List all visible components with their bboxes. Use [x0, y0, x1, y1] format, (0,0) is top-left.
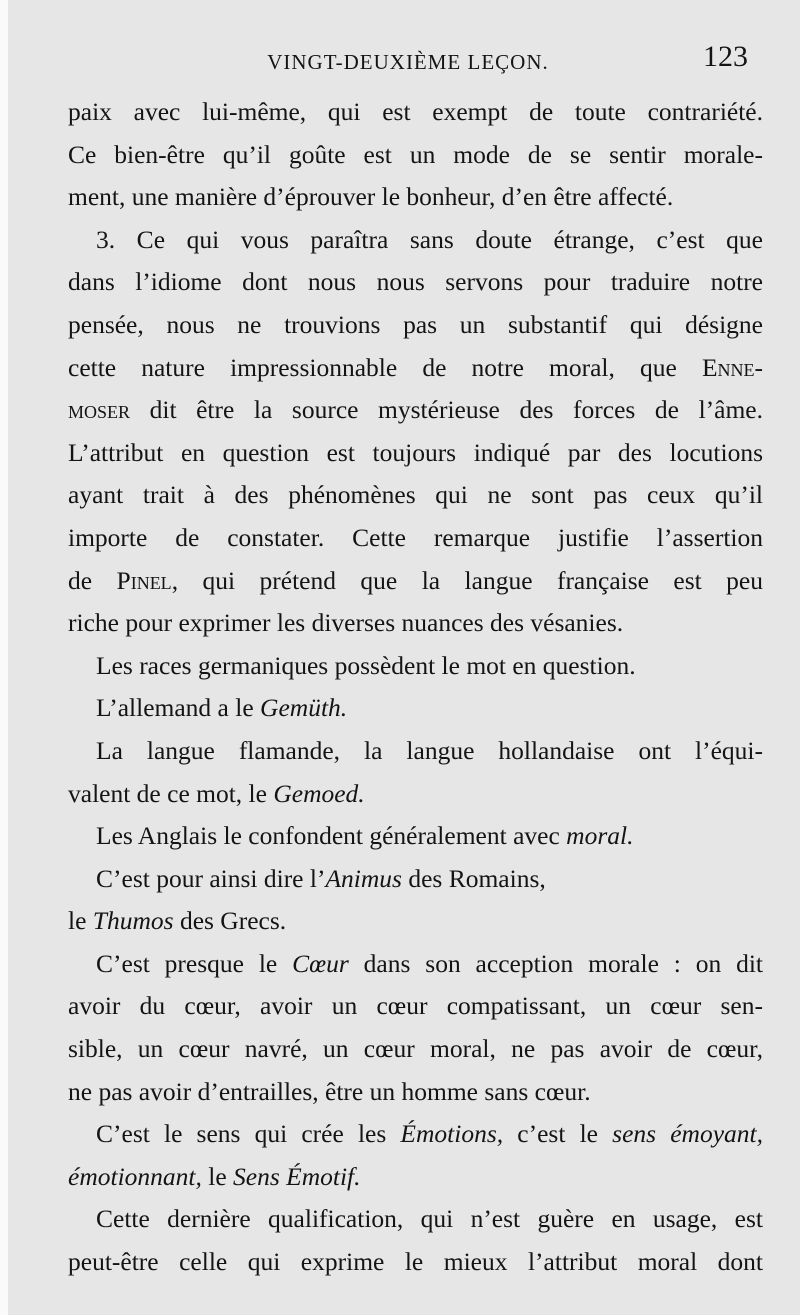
- italic-term: Sens Émotif.: [233, 1161, 361, 1191]
- text-line: [68, 1198, 763, 1241]
- text-line: [68, 602, 763, 645]
- text-line: [68, 687, 763, 730]
- text-segment: ayant trait à des phénomènes qui ne sont pas ceux qu’il: [68, 480, 763, 510]
- text-line: [68, 815, 763, 858]
- text-segment: le: [201, 1161, 234, 1191]
- text-line: [68, 517, 763, 560]
- text-line: [68, 900, 763, 943]
- page-number: 123: [703, 40, 748, 73]
- text-segment: , qui prétend que la langue française est peu: [171, 565, 763, 595]
- text-line: [68, 985, 763, 1028]
- text-segment: Ce bien-être qu’il goûte est un mode de se sentir morale-: [68, 139, 763, 169]
- author-name: Enne-: [701, 352, 763, 382]
- text-segment: dit être la source mystérieuse des forces de l’âme.: [130, 395, 763, 425]
- text-segment: c’est le: [503, 1119, 613, 1149]
- text-line: [68, 773, 763, 816]
- text-segment: Les Anglais le confondent généralement avec: [96, 821, 567, 851]
- text-segment: valent de ce mot, le: [68, 778, 274, 808]
- text-segment: avoir du cœur, avoir un cœur compatissant, un cœur sen-: [68, 991, 763, 1021]
- text-line: [68, 730, 763, 773]
- text-line: [68, 645, 763, 688]
- text-line: [68, 1241, 763, 1284]
- text-segment: cette nature impressionnable de notre moral, que: [68, 352, 702, 382]
- text-segment: La langue flamande, la langue hollandaise ont l’équi-: [96, 735, 763, 765]
- text-segment: le: [68, 906, 93, 936]
- italic-term: émotionnant,: [68, 1161, 202, 1191]
- italic-term: moral.: [566, 821, 634, 851]
- text-segment: de: [68, 565, 117, 595]
- text-segment: peut-être celle qui exprime le mieux l’attribut moral dont: [68, 1247, 763, 1277]
- text-segment: sible, un cœur navré, un cœur moral, ne pas avoir de cœur,: [68, 1034, 763, 1064]
- page-header: [68, 40, 748, 84]
- text-line: [68, 389, 763, 432]
- text-line: [68, 1028, 763, 1071]
- text-segment: L’allemand a le: [96, 693, 261, 723]
- text-line: [68, 474, 763, 517]
- text-segment: C’est presque le: [96, 948, 293, 978]
- text-line: [68, 1156, 763, 1199]
- text-segment: dans l’idiome dont nous nous servons pour traduire notre: [68, 267, 763, 297]
- italic-term: Cœur: [292, 948, 349, 978]
- text-line: [68, 1071, 763, 1114]
- italic-term: Thumos: [92, 906, 174, 936]
- text-segment: Cette dernière qualification, qui n’est guère en usage, est: [96, 1204, 763, 1234]
- text-line: [68, 91, 763, 134]
- text-segment: 3. Ce qui vous paraîtra sans doute étrange, c’est que: [96, 224, 763, 254]
- italic-term: Animus: [325, 863, 402, 893]
- author-name: Pinel: [116, 565, 172, 595]
- text-segment: L’attribut en question est toujours indiqué par des locutions: [68, 437, 763, 467]
- text-segment: paix avec lui-même, qui est exempt de toute contrariété.: [68, 97, 763, 126]
- text-line: [68, 304, 763, 347]
- text-segment: des Grecs.: [173, 906, 287, 936]
- text-segment: C’est le sens qui crée les: [96, 1119, 401, 1149]
- italic-term: Émotions,: [400, 1119, 504, 1149]
- body-text: [68, 91, 763, 1284]
- italic-term: Gemoed.: [273, 778, 365, 808]
- running-title: VINGT-DEUXIÈME LEÇON.: [267, 50, 549, 74]
- italic-term: sens émoyant,: [612, 1119, 763, 1149]
- text-line: [68, 134, 763, 177]
- text-line: [68, 560, 763, 603]
- text-line: [68, 347, 763, 390]
- text-segment: importe de constater. Cette remarque justifie l’assertion: [68, 522, 763, 552]
- text-segment: riche pour exprimer les diverses nuances des vésanies.: [68, 608, 624, 638]
- text-line: [68, 1113, 763, 1156]
- text-line: [68, 219, 763, 262]
- text-segment: ne pas avoir d’entrailles, être un homme sans cœur.: [68, 1076, 591, 1106]
- text-line: [68, 176, 763, 219]
- text-segment: des Romains,: [401, 863, 546, 893]
- italic-term: Gemüth.: [260, 693, 348, 723]
- text-segment: Les races germaniques possèdent le mot en question.: [96, 650, 636, 680]
- text-segment: ment, une manière d’éprouver le bonheur, d’en être affecté.: [68, 182, 674, 212]
- text-line: [68, 858, 763, 901]
- text-line: [68, 261, 763, 304]
- text-line: [68, 943, 763, 986]
- text-segment: dans son acception morale : on dit: [348, 948, 763, 978]
- text-segment: C’est pour ainsi dire l’: [96, 863, 326, 893]
- text-line: [68, 432, 763, 475]
- author-name: moser: [68, 395, 131, 425]
- text-segment: pensée, nous ne trouvions pas un substantif qui désigne: [68, 309, 763, 339]
